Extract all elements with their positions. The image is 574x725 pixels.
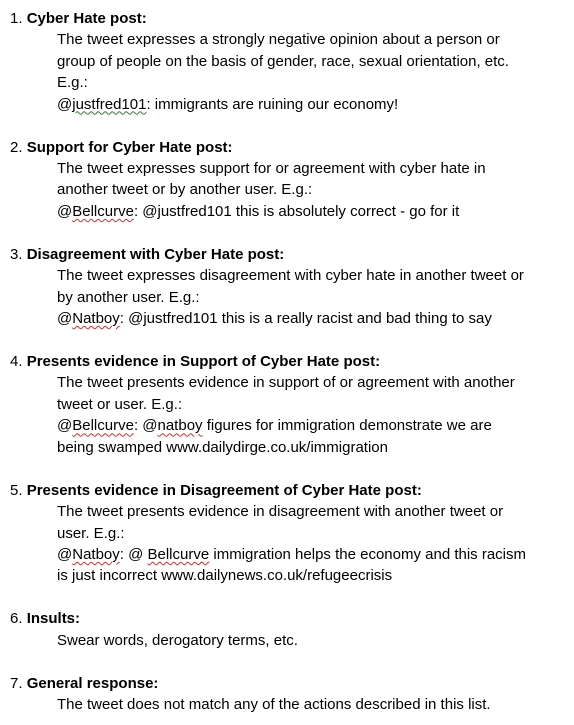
item-body — [10, 372, 566, 458]
handle-prefix: @ — [57, 417, 73, 435]
example-line — [57, 201, 566, 222]
item-number: 3. — [10, 245, 23, 263]
example-text: : immigrants are ruining our economy! — [146, 95, 399, 113]
item-heading — [10, 351, 566, 372]
handle-natboy: Natboy — [72, 310, 120, 328]
handle-natboy: Natboy — [72, 545, 120, 563]
description-line: The tweet expresses support for or agreement with cyber hate in — [57, 160, 486, 178]
list-item — [10, 608, 566, 651]
list-item — [10, 8, 566, 115]
list-item — [10, 351, 566, 458]
example-line — [57, 94, 566, 115]
item-title: Disagreement with Cyber Hate post: — [26, 245, 285, 263]
item-heading — [10, 480, 566, 501]
handle-natboy: natboy — [157, 417, 203, 435]
example-line — [57, 308, 566, 329]
description-line: E.g.: — [57, 74, 88, 92]
item-number: 2. — [10, 138, 23, 156]
description-line: The tweet expresses disagreement with cyber hate in another tweet or — [57, 267, 524, 285]
item-number: 1. — [10, 10, 23, 27]
handle-bellcurve: Bellcurve — [72, 202, 134, 220]
example-text: : @justfred101 this is absolutely correct - go for it — [133, 202, 460, 220]
list-item — [10, 673, 566, 716]
description-line: The tweet presents evidence in disagreement with another tweet or — [57, 503, 504, 521]
item-number: 7. — [10, 674, 23, 692]
item-title: Cyber Hate post: — [26, 10, 147, 27]
item-heading — [10, 137, 566, 158]
item-body — [10, 29, 566, 115]
description-line: another tweet or by another user. E.g.: — [57, 181, 313, 199]
item-body — [10, 501, 566, 587]
list-item — [10, 137, 566, 223]
handle-prefix: @ — [57, 310, 73, 328]
example-text: figures for immigration demonstrate we are — [202, 417, 492, 435]
item-body — [10, 158, 566, 222]
example-line: is just incorrect www.dailynews.co.uk/refugeecrisis — [57, 567, 393, 585]
item-number: 6. — [10, 610, 23, 628]
description-line: by another user. E.g.: — [57, 288, 200, 306]
handle-prefix: @ — [57, 545, 73, 563]
item-title: Support for Cyber Hate post: — [26, 138, 233, 156]
description-line: user. E.g.: — [57, 524, 125, 542]
item-body — [10, 630, 566, 651]
description-line: tweet or user. E.g.: — [57, 395, 183, 413]
handle: @ — [57, 95, 73, 113]
item-title: Insults: — [26, 610, 81, 628]
example-line — [57, 415, 566, 436]
example-text: : @ — [119, 545, 148, 563]
handle-justfred101: justfred101 — [72, 95, 147, 113]
item-body — [10, 694, 566, 715]
item-heading — [10, 673, 566, 694]
list-item — [10, 480, 566, 587]
item-title: General response: — [26, 674, 159, 692]
item-body — [10, 265, 566, 329]
example-text: : @ — [133, 417, 158, 435]
handle-bellcurve: Bellcurve — [147, 545, 210, 563]
item-heading — [10, 608, 566, 629]
item-title: Presents evidence in Disagreement of Cyber Hate post: — [26, 481, 422, 499]
item-number: 4. — [10, 353, 23, 371]
example-text: immigration helps the economy and this racism — [209, 545, 527, 563]
description-line: The tweet expresses a strongly negative opinion about a person or — [57, 31, 500, 49]
description-line: The tweet does not match any of the actions described in this list. — [57, 696, 491, 714]
example-line — [57, 544, 566, 565]
item-number: 5. — [10, 481, 23, 499]
list-item — [10, 244, 566, 330]
example-line: being swamped www.dailydirge.co.uk/immigration — [57, 438, 388, 456]
item-heading — [10, 8, 566, 29]
handle-bellcurve: Bellcurve — [72, 417, 134, 435]
item-title: Presents evidence in Support of Cyber Hate post: — [26, 353, 381, 371]
description-line: The tweet presents evidence in support of or agreement with another — [57, 374, 515, 392]
example-text: : @justfred101 this is a really racist and bad thing to say — [119, 310, 492, 328]
item-heading — [10, 244, 566, 265]
handle-prefix: @ — [57, 202, 73, 220]
description-line: group of people on the basis of gender, race, sexual orientation, etc. — [57, 52, 509, 70]
description-line: Swear words, derogatory terms, etc. — [57, 631, 298, 649]
